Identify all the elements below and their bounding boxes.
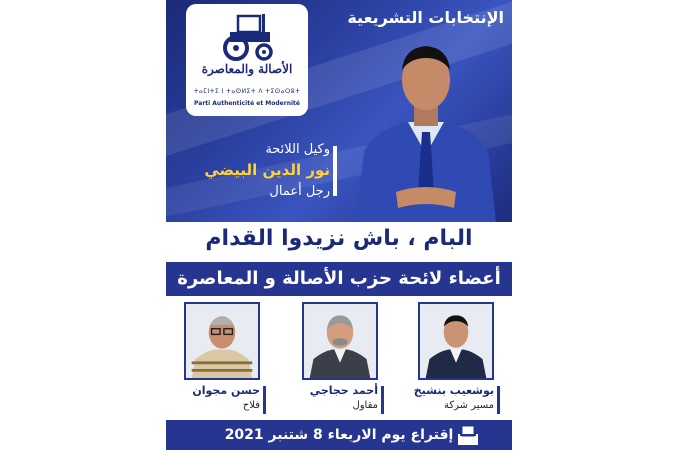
leader-name: نور الدين البيضي (204, 161, 330, 179)
member-photo (184, 302, 260, 380)
member-job: فلاح (242, 400, 260, 411)
hero-panel (166, 0, 512, 222)
election-poster (166, 0, 512, 450)
logo-french-text: Parti Authenticité et Modernité (194, 100, 300, 107)
member-job: مقاول (352, 400, 378, 411)
logo-tifinagh-text: ⵜⴰⵎⵏⵜⵉ ⵏ ⵜⴰⵙⵍⵉⵜ ⴷ ⵜⵉⵙⴰⵔⵓⵜ (193, 88, 301, 95)
election-title: الإنتخابات التشريعية (347, 8, 504, 27)
logo-arabic-text: الأصالة والمعاصرة (201, 62, 293, 76)
member-photo (418, 302, 494, 380)
member-bar (263, 386, 266, 414)
slogan: البام ، باش نزيدوا القدام (205, 226, 473, 251)
member-name: حسن مجوان (192, 384, 260, 397)
member-bar (497, 386, 500, 414)
leader-photo (346, 32, 506, 222)
leader-divider (333, 146, 337, 196)
member-name: بوشعيب بنشيخ (413, 384, 494, 397)
members-banner: أعضاء لائحة حزب الأصالة و المعاصرة (166, 262, 512, 296)
member-bar (381, 386, 384, 414)
party-logo (186, 4, 308, 116)
member-photo (302, 302, 378, 380)
leader-job: رجل أعمال (269, 184, 330, 199)
ballot-box-icon (456, 424, 480, 446)
election-date-bar: إقتراع يوم الاربعاء 8 شتنبر 2021 (166, 420, 512, 450)
member-name: أحمد حجاجي (309, 384, 378, 397)
leader-role: وكيل اللائحة (265, 142, 330, 157)
tractor-icon (218, 10, 278, 62)
member-job: مسير شركة (443, 400, 494, 411)
